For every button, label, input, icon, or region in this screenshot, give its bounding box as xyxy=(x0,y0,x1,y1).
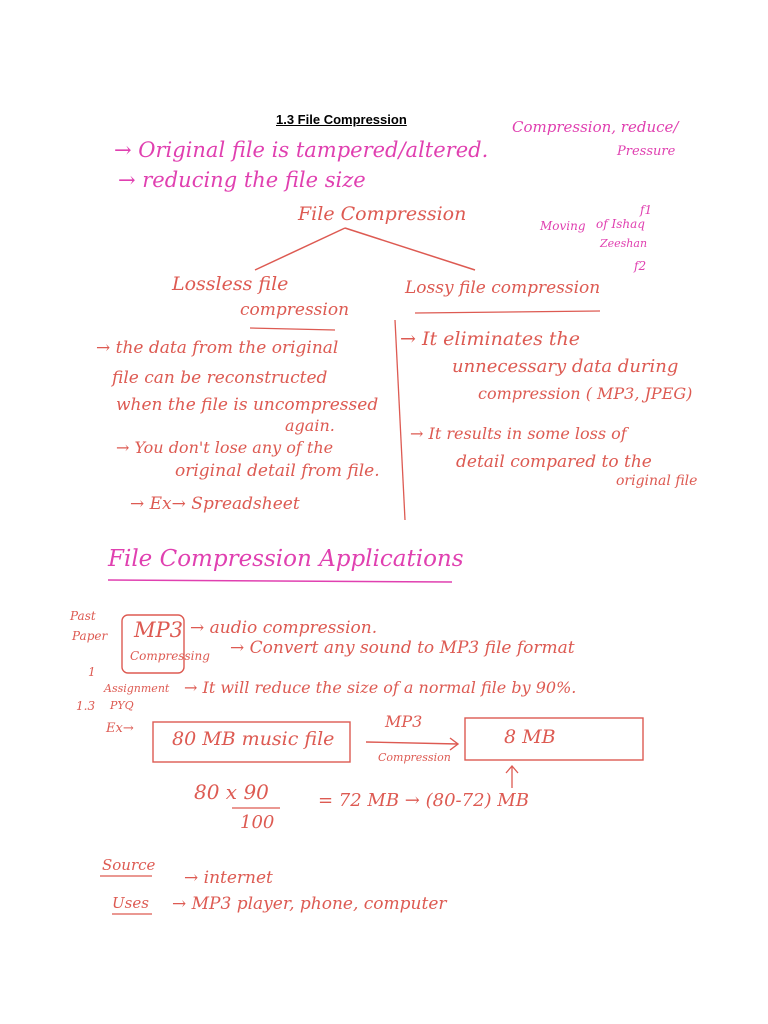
side-note-4: f1 xyxy=(640,203,653,217)
uses-label: Uses xyxy=(112,894,149,912)
lossy-point: original file xyxy=(616,473,698,489)
tree-root: File Compression xyxy=(298,203,467,225)
lossless-heading: Lossless file xyxy=(172,273,289,295)
box-arrow-top: MP3 xyxy=(385,712,423,731)
margin-note: 1.3 xyxy=(76,699,96,713)
lossless-point: when the file is uncompressed xyxy=(116,395,379,415)
calc-result: = 72 MB → (80-72) MB xyxy=(318,790,529,811)
calc-top: 80 x 90 xyxy=(194,780,269,804)
intro-line-2: → reducing the file size xyxy=(118,168,366,192)
applications-heading: File Compression Applications xyxy=(108,546,464,572)
mp3-label: MP3 xyxy=(134,618,183,642)
convert-line: → Convert any sound to MP3 file format xyxy=(230,638,575,658)
lossy-point: detail compared to the xyxy=(456,452,652,472)
lossless-point: → You don't lose any of the xyxy=(116,438,334,457)
lossless-point: file can be reconstructed xyxy=(112,368,328,388)
side-note-1: Moving xyxy=(540,219,586,233)
margin-note: 1 xyxy=(88,665,96,679)
margin-note: Paper xyxy=(72,629,108,643)
side-note-5: f2 xyxy=(634,259,647,273)
margin-note: Assignment xyxy=(104,682,170,695)
mp3-arrow: → audio compression. xyxy=(190,618,378,638)
reduce-line: → It will reduce the size of a normal file by 90%. xyxy=(184,678,577,697)
lossless-point: again. xyxy=(285,416,335,435)
corner-note-line-1: Compression, reduce/ xyxy=(512,118,679,136)
box-arrow-bottom: Compression xyxy=(378,751,451,764)
lossy-point: compression ( MP3, JPEG) xyxy=(478,384,693,403)
intro-line-1: → Original file is tampered/altered. xyxy=(114,138,489,162)
lossy-point: → It eliminates the xyxy=(400,328,580,350)
box-left-text: 80 MB music file xyxy=(172,728,335,750)
margin-note: Ex→ xyxy=(106,721,134,736)
lossy-point: unnecessary data during xyxy=(452,356,679,377)
side-note-3: Zeeshan xyxy=(600,237,648,250)
source-value: → internet xyxy=(184,868,273,888)
lossless-point: → the data from the original xyxy=(96,338,339,358)
uses-value: → MP3 player, phone, computer xyxy=(172,894,447,914)
lossy-point: → It results in some loss of xyxy=(410,424,627,443)
side-note-2: of Ishaq xyxy=(596,217,645,231)
margin-note: PYQ xyxy=(110,699,134,712)
lossless-point: → Ex→ Spreadsheet xyxy=(130,494,300,514)
margin-note: Past xyxy=(70,609,96,623)
box-right-text: 8 MB xyxy=(504,726,556,748)
lossless-heading-2: compression xyxy=(240,300,350,320)
source-label: Source xyxy=(102,856,156,874)
page-title: 1.3 File Compression xyxy=(276,112,407,127)
lossy-heading: Lossy file compression xyxy=(405,278,601,298)
compressing-label: Compressing xyxy=(130,649,210,663)
calc-bottom: 100 xyxy=(240,812,275,833)
corner-note-line-2: Pressure xyxy=(617,144,676,159)
lossless-point: original detail from file. xyxy=(175,461,380,481)
